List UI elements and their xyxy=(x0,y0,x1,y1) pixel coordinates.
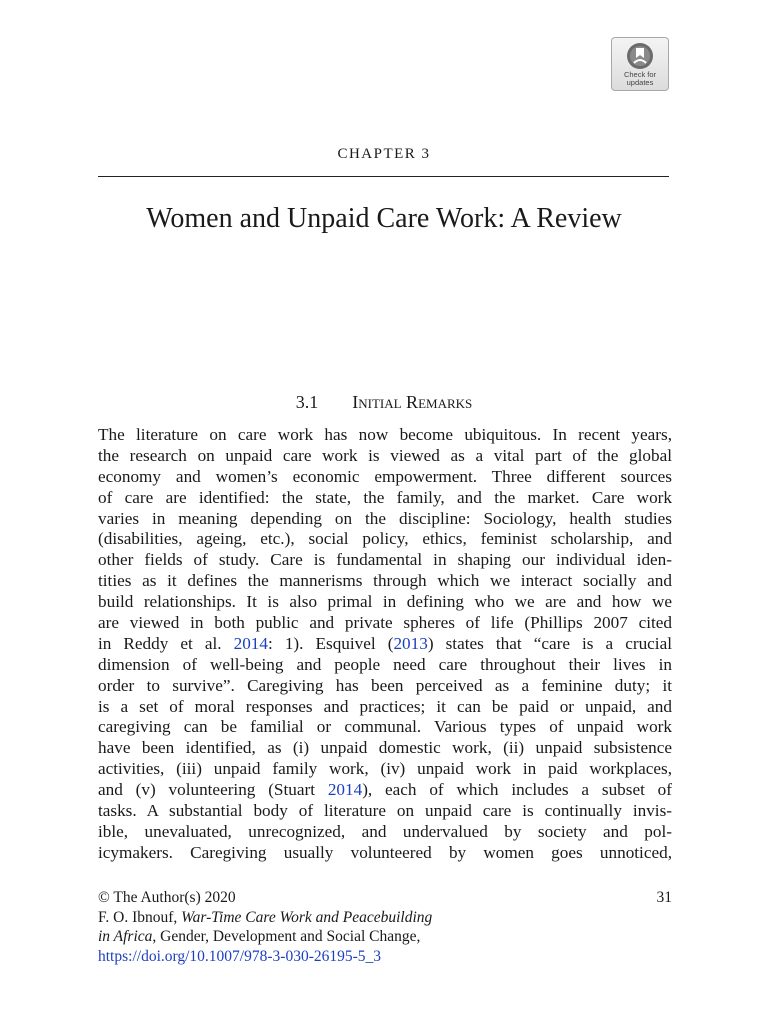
doi-link[interactable]: https://doi.org/10.1007/978-3-030-26195-5_3 xyxy=(98,947,382,965)
citation-link-esquivel-2013[interactable]: 2013 xyxy=(393,633,428,653)
body-line: is a set of moral responses and practices; it can be paid or unpaid, and xyxy=(98,696,672,716)
section-title: Initial Remarks xyxy=(352,392,473,412)
body-line: order to survive”. Caregiving has been perceived as a feminine duty; it xyxy=(98,675,672,695)
body-line: other fields of study. Care is fundamental in shaping our individual iden- xyxy=(98,550,672,570)
citation-line-1 xyxy=(98,908,672,928)
badge-line2: updates xyxy=(626,78,654,87)
body-line: are viewed in both public and private spheres of life (Phillips 2007 cited xyxy=(98,613,672,633)
body-line: activities, (iii) unpaid family work, (iv) unpaid work in paid workplaces, xyxy=(98,759,672,779)
body-line xyxy=(98,634,672,655)
citation-line-2 xyxy=(98,927,672,947)
book-title-part2: in Africa xyxy=(98,928,153,945)
footer xyxy=(98,888,672,966)
body-text-run: ), each of which includes a subset of xyxy=(362,780,672,800)
chapter-title: Women and Unpaid Care Work: A Review xyxy=(146,203,622,234)
body-line: varies in meaning depending on the discipline: Sociology, health studies xyxy=(98,508,672,528)
badge-line1: Check for xyxy=(623,70,657,79)
chapter-label: CHAPTER 3 xyxy=(337,146,431,162)
body-line xyxy=(98,780,672,801)
citation-link-reddy-2014[interactable]: 2014 xyxy=(233,633,268,653)
body-line: The literature on care work has now become ubiquitous. In recent years, xyxy=(98,425,672,444)
body-line: have been identified, as (i) unpaid domestic work, (ii) unpaid subsistence xyxy=(98,738,672,758)
series-name: , Gender, Development and Social Change, xyxy=(152,928,421,945)
body-line: icymakers. Caregiving usually volunteered by women goes unnoticed, xyxy=(98,842,672,862)
body-paragraph xyxy=(98,425,672,864)
section-number: 3.1 xyxy=(295,392,319,412)
check-for-updates-badge[interactable] xyxy=(611,37,669,91)
body-line: caregiving can be familial or communal. Various types of unpaid work xyxy=(98,717,672,737)
page-number: 31 xyxy=(656,889,672,906)
body-line: economy and women’s economic empowerment. Three different sources xyxy=(98,466,672,486)
body-line: ible, unevaluated, unrecognized, and undervalued by society and pol- xyxy=(98,821,672,841)
body-line: (disabilities, ageing, etc.), social policy, ethics, feminist scholarship, and xyxy=(98,529,672,549)
body-text-run: ) states that “care is a crucial xyxy=(427,633,672,653)
body-text-run: : 1). Esquivel ( xyxy=(267,633,394,653)
author-name: F. O. Ibnouf, xyxy=(98,908,182,926)
section-heading xyxy=(0,392,768,413)
body-line: build relationships. It is also primal in defining who we are and how we xyxy=(98,592,672,612)
body-text-run: and (v) volunteering (Stuart xyxy=(98,780,328,800)
crossmark-icon xyxy=(625,41,655,71)
body-text-run: in Reddy et al. xyxy=(98,633,234,653)
book-title-part1: War-Time Care Work and Peacebuilding xyxy=(181,908,433,926)
body-line: of care are identified: the state, the family, and the market. Care work xyxy=(98,487,672,507)
body-line: dimension of well-being and people need care throughout their lives in xyxy=(98,654,672,674)
copyright-line: © The Author(s) 2020 xyxy=(98,889,236,906)
body-line: tasks. A substantial body of literature on unpaid care is continually invis- xyxy=(98,801,672,821)
citation-link-stuart-2014[interactable]: 2014 xyxy=(327,780,363,800)
body-line: the research on unpaid care work is viewed as a vital part of the global xyxy=(98,445,672,465)
body-line: tities as it defines the mannerisms through which we interact socially and xyxy=(98,571,672,591)
chapter-rule xyxy=(98,176,669,177)
